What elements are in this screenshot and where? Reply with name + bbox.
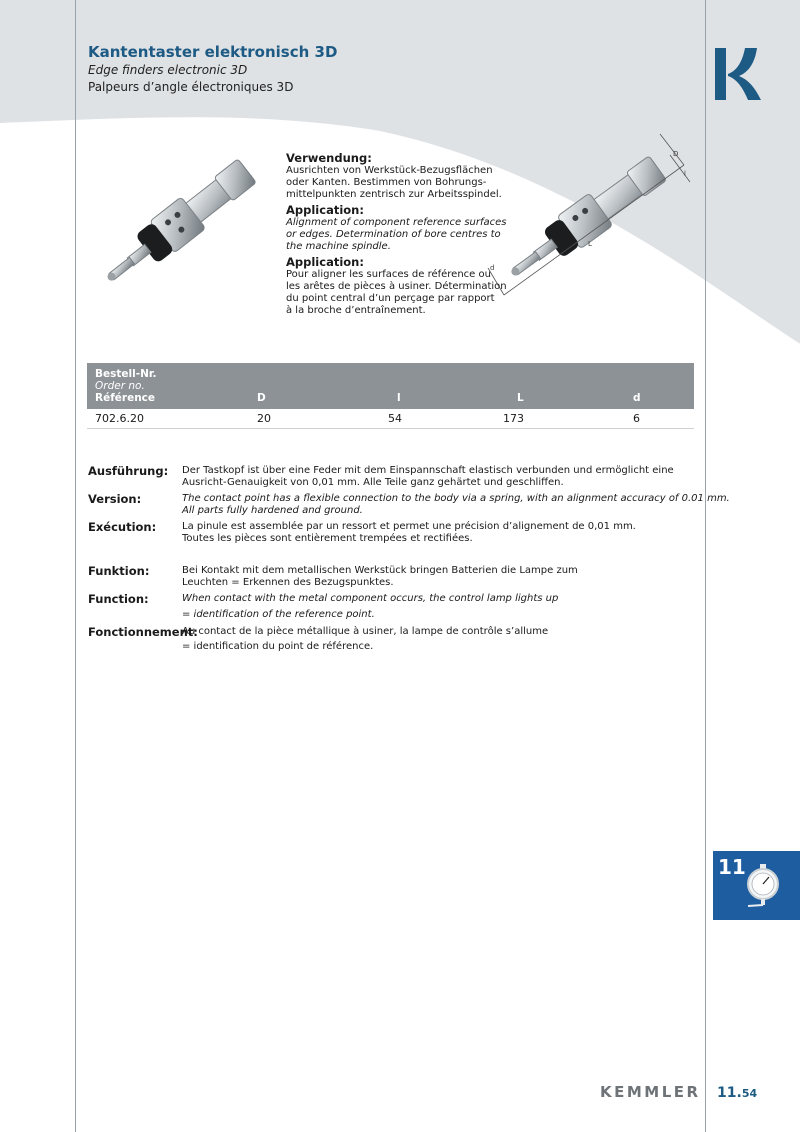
version-label-de: Ausführung: (88, 464, 169, 478)
table-cell-d: 6 (633, 412, 640, 425)
order-no-header-de: Bestell-Nr. (95, 368, 157, 380)
version-text-fr: La pinule est assemblée par un ressort et permet une précision d’alignement de 0,01 mm. (182, 521, 636, 532)
usage-line: du point central d’un perçage par rapport (286, 293, 495, 304)
version-text-fr: Toutes les pièces sont entièrement trempées et rectifiées. (182, 533, 473, 544)
column-header-L: L (517, 392, 524, 404)
column-header-d: d (633, 392, 641, 404)
page-number-main: 11. (717, 1085, 742, 1101)
drawing-label-L: L (588, 240, 592, 248)
left-margin-rule (75, 0, 76, 1132)
function-label-en: Function: (88, 592, 149, 606)
function-text-en: When contact with the metal component occurs, the control lamp lights up (182, 593, 559, 604)
version-label-fr: Exécution: (88, 520, 157, 534)
dial-gauge-icon (740, 862, 786, 908)
usage-line: à la broche d’entraînement. (286, 305, 426, 316)
drawing-label-D: D (673, 150, 679, 158)
usage-line: the machine spindle. (286, 241, 391, 252)
function-text-de: Bei Kontakt mit dem metallischen Werkstück bringen Batterien die Lampe zum (182, 565, 578, 576)
version-text-de: Ausricht-Genauigkeit von 0,01 mm. Alle Teile ganz gehärtet und geschliffen. (182, 477, 564, 488)
usage-heading-fr: Application: (286, 255, 364, 269)
page-title: Kantentaster elektronisch 3D (88, 43, 338, 61)
table-row-divider (87, 428, 694, 429)
usage-line: mittelpunkten zentrisch zur Arbeitsspindel. (286, 189, 502, 200)
function-text-fr: = identification du point de référence. (182, 641, 374, 652)
footer-brand: KEMMLER (600, 1083, 701, 1101)
function-label-fr: Fonctionnement: (88, 625, 198, 639)
table-cell-D: 20 (257, 412, 271, 425)
drawing-label-l: l (684, 170, 686, 178)
page-number (717, 1085, 757, 1101)
drawing-label-d: d (490, 264, 495, 272)
function-text-en: = identification of the reference point. (182, 609, 375, 620)
version-text-de: Der Tastkopf ist über eine Feder mit dem Einspannschaft elastisch verbunden und ermöglicht eine (182, 465, 674, 476)
version-text-en: The contact point has a flexible connection to the body via a spring, with an alignment accuracy of 0.01 mm. (182, 493, 730, 504)
page-number-sub: 54 (741, 1087, 758, 1100)
right-margin-rule (705, 0, 706, 1132)
usage-heading-en: Application: (286, 203, 364, 217)
edge-finder-photo (84, 148, 284, 293)
usage-line: les arêtes de pièces à usiner. Détermination (286, 281, 507, 292)
page-title-french: Palpeurs d’angle électroniques 3D (88, 80, 294, 94)
kemmler-logo-icon (715, 48, 761, 100)
function-text-fr: Au contact de la pièce métallique à usiner, la lampe de contrôle s’allume (182, 626, 549, 637)
edge-finder-drawing (484, 130, 694, 305)
version-text-en: All parts fully hardened and ground. (182, 505, 363, 516)
usage-line: oder Kanten. Bestimmen von Bohrungs- (286, 177, 487, 188)
order-no-header-en: Order no. (95, 380, 145, 392)
function-text-de: Leuchten = Erkennen des Bezugspunktes. (182, 577, 394, 588)
column-header-l: l (397, 392, 401, 404)
usage-line: or edges. Determination of bore centres to (286, 229, 501, 240)
table-cell-L: 173 (503, 412, 524, 425)
usage-line: Ausrichten von Werkstück-Bezugsflächen (286, 165, 493, 176)
table-cell-l: 54 (388, 412, 402, 425)
table-header (87, 363, 694, 409)
usage-heading-de: Verwendung: (286, 151, 372, 165)
version-label-en: Version: (88, 492, 142, 506)
function-label-de: Funktion: (88, 564, 150, 578)
order-no-header-fr: Référence (95, 392, 156, 404)
table-cell-order-no: 702.6.20 (95, 412, 144, 425)
usage-line: Alignment of component reference surfaces (286, 217, 507, 228)
column-header-D: D (257, 392, 266, 404)
usage-line: Pour aligner les surfaces de référence ou (286, 269, 491, 280)
section-number: 11 (718, 855, 746, 879)
page-title-english: Edge finders electronic 3D (88, 63, 248, 77)
